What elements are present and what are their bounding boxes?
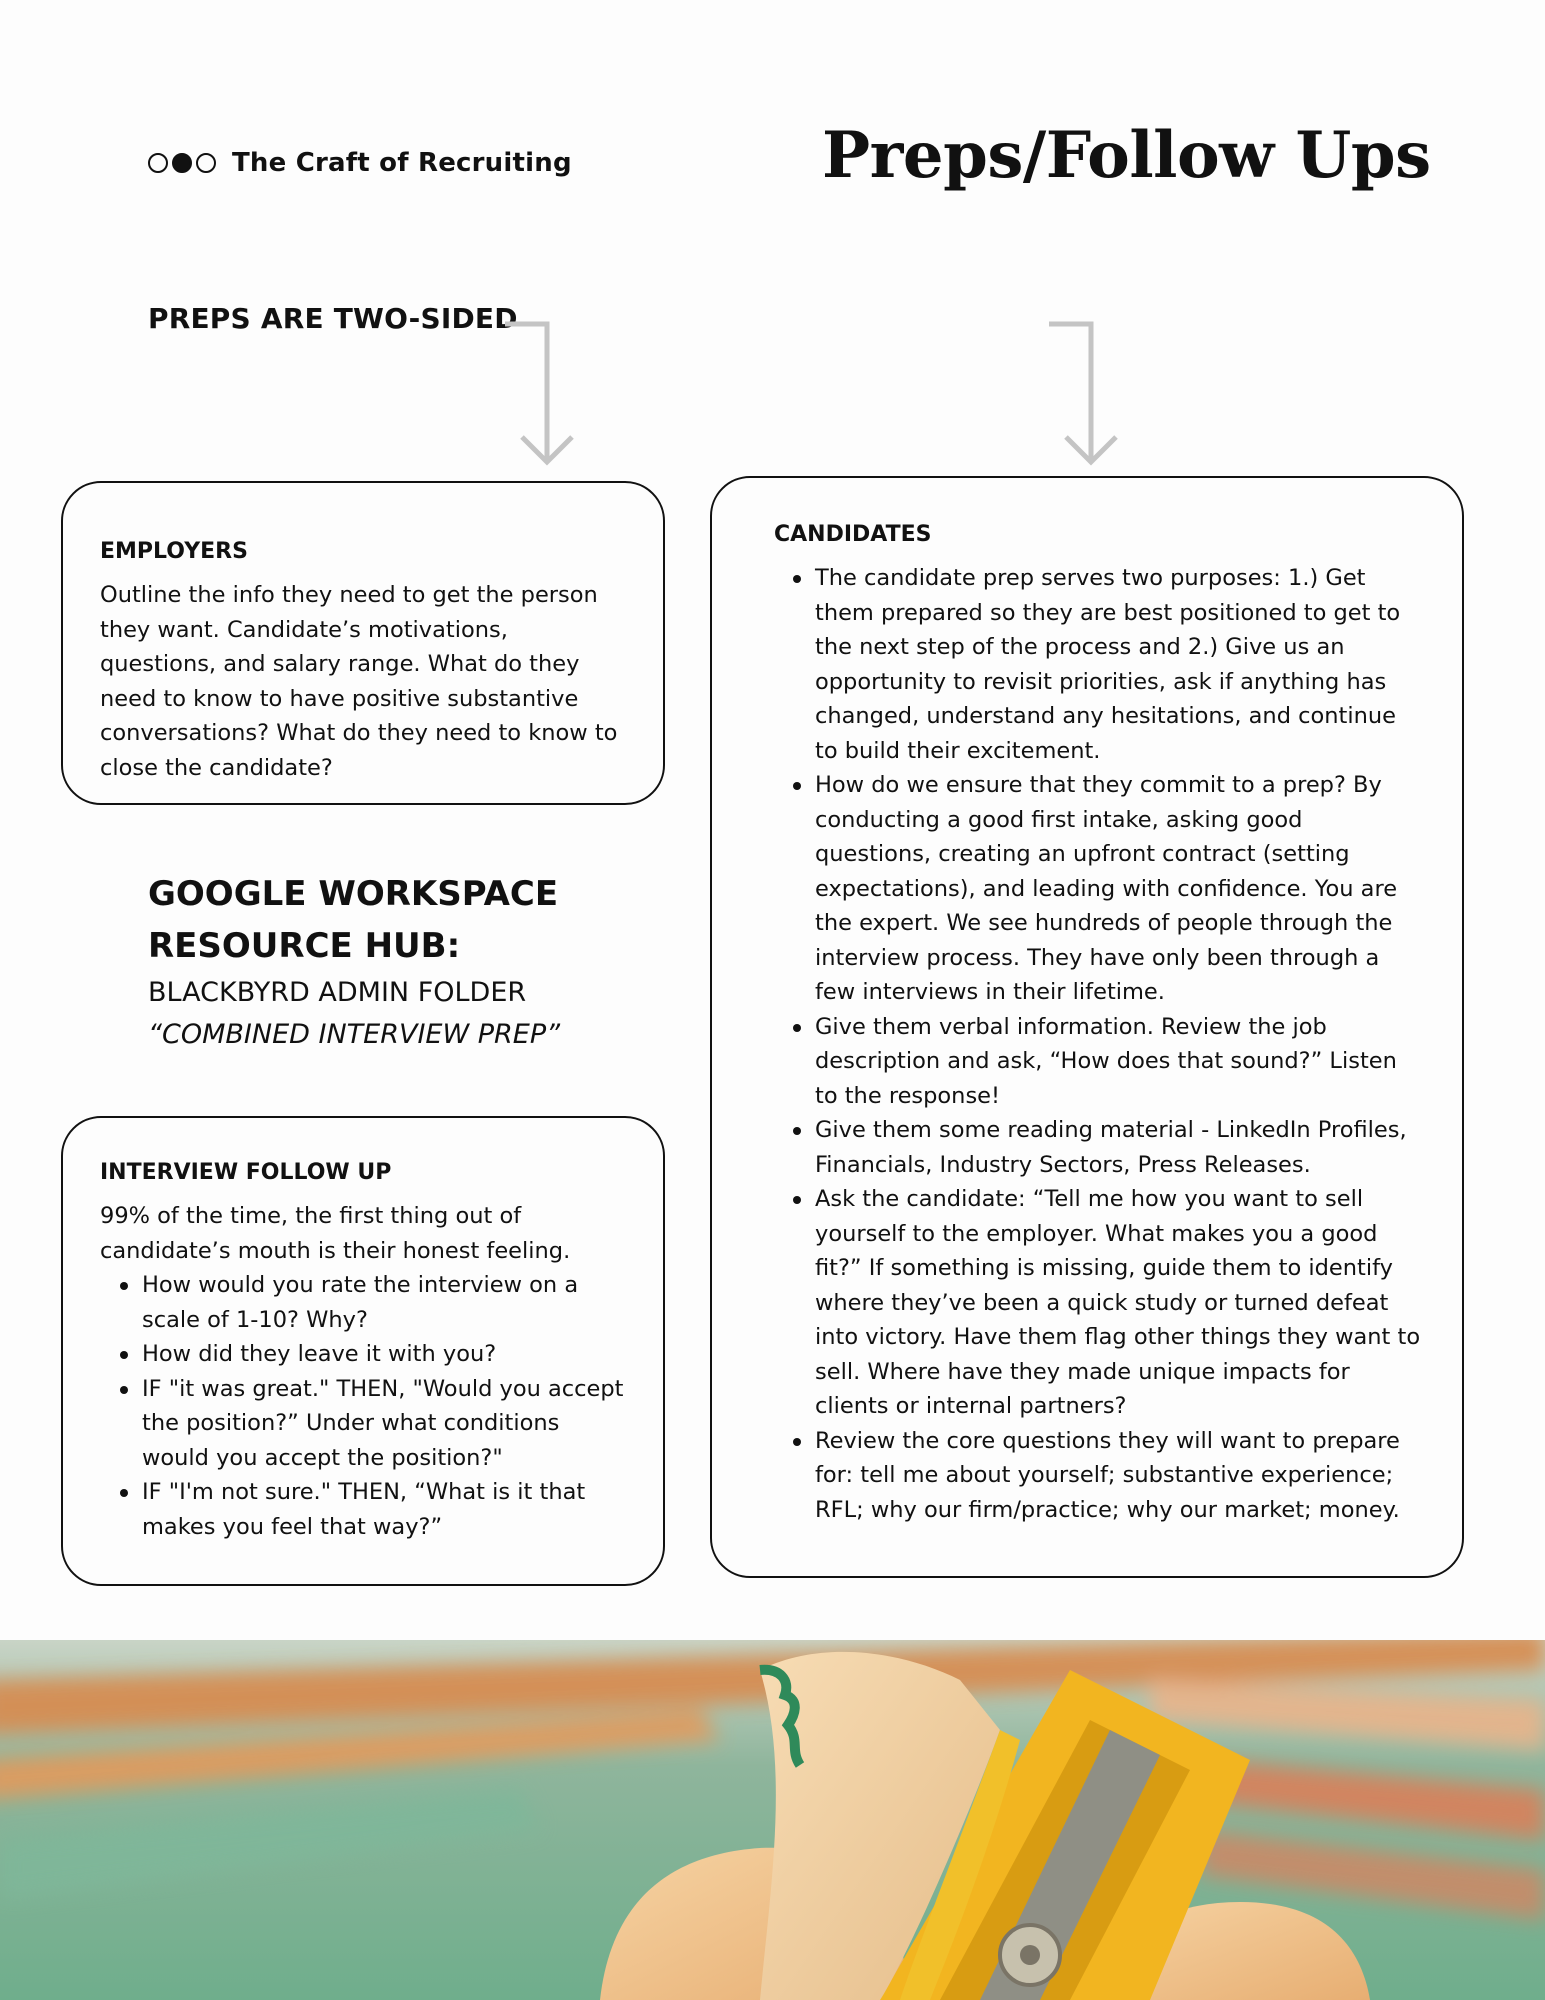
resource-hub — [148, 868, 628, 1056]
list-item: How did they leave it with you? — [142, 1337, 633, 1372]
candidates-title: CANDIDATES — [774, 522, 932, 547]
hub-document: “COMBINED INTERVIEW PREP” — [148, 1019, 561, 1050]
candidates-list — [774, 561, 1422, 1527]
pencil-sharpener-photo — [0, 1640, 1545, 2000]
list-item: Give them verbal information. Review the job description and ask, “How does that sound?” Listen to the response! — [815, 1010, 1422, 1114]
brand — [148, 148, 572, 178]
interview-followup-card — [61, 1116, 665, 1586]
followup-intro: 99% of the time, the first thing out of candidate’s mouth is their honest feeling. — [100, 1203, 571, 1264]
empty-circle-icon — [196, 153, 216, 173]
list-item: The candidate prep serves two purposes: 1.) Get them prepared so they are best positioned to get to the next step of the process and 2.) Give us an opportunity to revisit priorities, ask if anything has changed, understand any hesitations, and continue to build their excitement. — [815, 561, 1422, 768]
list-item: IF "I'm not sure." THEN, “What is it that makes you feel that way?” — [142, 1475, 633, 1544]
list-item: How would you rate the interview on a scale of 1-10? Why? — [142, 1268, 633, 1337]
arrow-down-icon — [1044, 318, 1124, 470]
empty-circle-icon — [148, 153, 168, 173]
filled-circle-icon — [172, 153, 192, 173]
employers-card — [61, 481, 665, 805]
preps-heading: PREPS ARE TWO-SIDED — [148, 302, 518, 335]
list-item: Give them some reading material - LinkedIn Profiles, Financials, Industry Sectors, Press Releases. — [815, 1113, 1422, 1182]
arrow-down-icon — [500, 318, 580, 470]
page-title: Preps/Follow Ups — [822, 118, 1431, 193]
candidates-card — [710, 476, 1464, 1578]
employers-title: EMPLOYERS — [100, 539, 248, 564]
list-item: How do we ensure that they commit to a prep? By conducting a good first intake, asking good questions, creating an upfront contract (setting expectations), and leading with confidence. You are the expert. We see hundreds of people through the interview process. They have only been through a few interviews in their lifetime. — [815, 768, 1422, 1010]
hub-title-line1: GOOGLE WORKSPACE — [148, 874, 559, 914]
list-item: Review the core questions they will want to prepare for: tell me about yourself; substantive experience; RFL; why our firm/practice; why our market; money. — [815, 1424, 1422, 1528]
pencil-sharpener-image — [0, 1640, 1545, 2000]
followup-list — [100, 1268, 633, 1544]
brand-name: The Craft of Recruiting — [232, 148, 572, 178]
list-item: Ask the candidate: “Tell me how you want to sell yourself to the employer. What makes you a good fit?” If something is missing, guide them to identify where they’ve been a quick study or turned defeat into victory. Have them flag other things they want to sell. Where have they made unique impacts for clients or internal partners? — [815, 1182, 1422, 1424]
list-item: IF "it was great." THEN, "Would you accept the position?” Under what conditions would you accept the position?" — [142, 1372, 633, 1476]
hub-folder: BLACKBYRD ADMIN FOLDER — [148, 977, 527, 1008]
followup-title: INTERVIEW FOLLOW UP — [100, 1160, 392, 1185]
hub-title-line2: RESOURCE HUB: — [148, 926, 461, 966]
employers-body: Outline the info they need to get the person they want. Candidate’s motivations, questions, and salary range. What do they need to know to have positive substantive conversations? What do they need to know to close the candidate? — [100, 582, 618, 781]
brand-dots-icon — [148, 153, 216, 173]
